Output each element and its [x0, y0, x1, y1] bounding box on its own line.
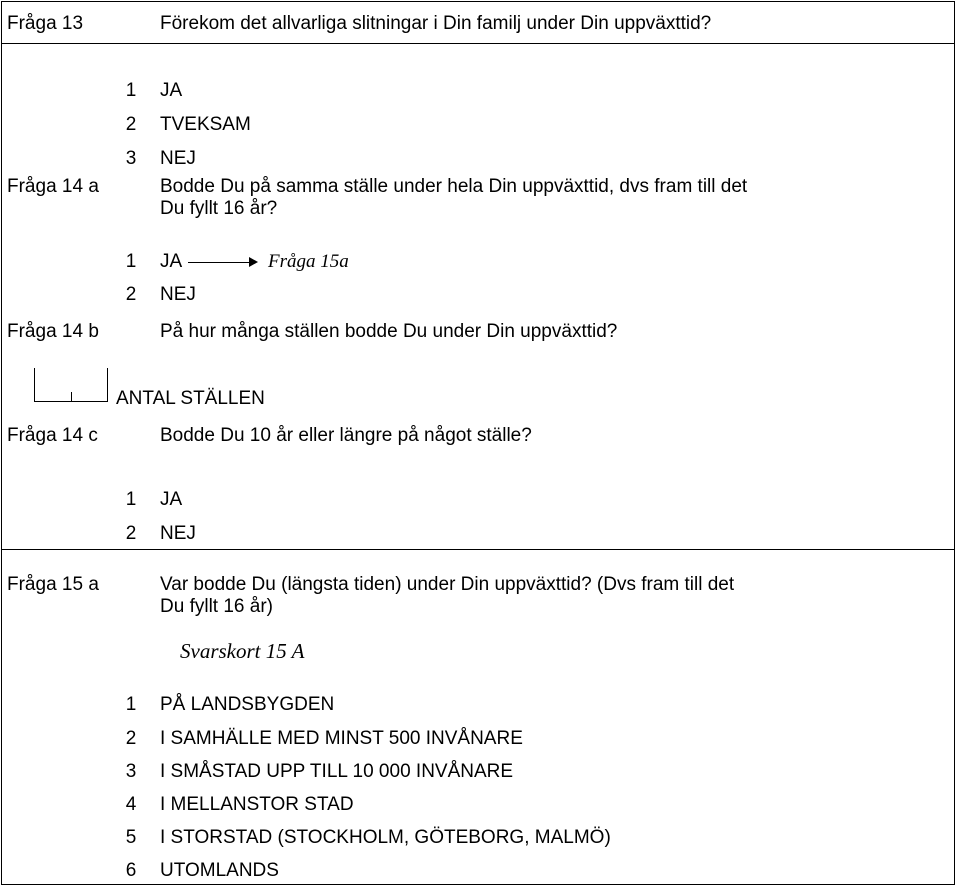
skip-arrow-line [188, 262, 250, 263]
q14c-option-2-number: 2 [125, 523, 137, 544]
question-13-label: Fråga 13 [7, 13, 84, 34]
q13-option-1-number: 1 [125, 80, 137, 101]
question-15a-label: Fråga 15 a [7, 574, 99, 595]
q13-option-3-number: 3 [125, 148, 137, 169]
q15a-option-1-number: 1 [125, 694, 137, 715]
q15a-option-1-label[interactable]: PÅ LANDSBYGDEN [160, 694, 335, 715]
q15a-option-6-label[interactable]: UTOMLANDS [160, 860, 279, 881]
q15a-option-2-label[interactable]: I SAMHÄLLE MED MINST 500 INVÅNARE [160, 728, 523, 749]
q14c-option-2-label[interactable]: NEJ [160, 523, 196, 544]
skip-arrow-icon [249, 257, 258, 267]
q14c-option-1-number: 1 [125, 489, 137, 510]
q15a-option-2-number: 2 [125, 728, 137, 749]
q15a-option-3-label[interactable]: I SMÅSTAD UPP TILL 10 000 INVÅNARE [160, 761, 514, 782]
question-14a-text-line1: Bodde Du på samma ställe under hela Din uppväxttid, dvs fram till det [160, 176, 748, 197]
q13-option-2-number: 2 [125, 114, 137, 135]
question-14a-label: Fråga 14 a [7, 176, 99, 197]
skip-instruction: Fråga 15a [268, 251, 349, 272]
q15a-option-6-number: 6 [125, 860, 137, 881]
q13-option-3-label[interactable]: NEJ [160, 148, 196, 169]
q15a-option-5-label[interactable]: I STORSTAD (STOCKHOLM, GÖTEBORG, MALMÖ) [160, 827, 611, 848]
answer-boxes-antal-stallen[interactable] [34, 368, 108, 402]
answer-unit-label: ANTAL STÄLLEN [116, 388, 265, 409]
question-14b-text: På hur många ställen bodde Du under Din uppväxttid? [160, 321, 618, 342]
q13-option-2-label[interactable]: TVEKSAM [160, 114, 251, 135]
question-14c-text: Bodde Du 10 år eller längre på något ställe? [160, 425, 532, 446]
divider-q13 [1, 43, 955, 44]
q13-option-1-label[interactable]: JA [160, 80, 183, 101]
question-15a-text-line1: Var bodde Du (längsta tiden) under Din uppväxttid? (Dvs fram till det [160, 574, 735, 595]
q15a-option-3-number: 3 [125, 761, 137, 782]
question-14a-text-line2: Du fyllt 16 år? [160, 198, 278, 219]
q14a-option-2-number: 2 [125, 284, 137, 305]
q15a-option-5-number: 5 [125, 827, 137, 848]
question-14b-label: Fråga 14 b [7, 321, 99, 342]
answer-card-reference: Svarskort 15 A [180, 639, 305, 663]
q14a-option-1-label[interactable]: JA [160, 251, 183, 272]
q15a-option-4-label[interactable]: I MELLANSTOR STAD [160, 794, 354, 815]
q14a-option-1-number: 1 [125, 251, 137, 272]
q14c-option-1-label[interactable]: JA [160, 489, 183, 510]
divider-q15a [1, 549, 955, 550]
question-13-text: Förekom det allvarliga slitningar i Din familj under Din uppväxttid? [160, 13, 712, 34]
q15a-option-4-number: 4 [125, 794, 137, 815]
q14a-option-2-label[interactable]: NEJ [160, 284, 196, 305]
question-14c-label: Fråga 14 c [7, 425, 98, 446]
question-15a-text-line2: Du fyllt 16 år) [160, 596, 273, 617]
